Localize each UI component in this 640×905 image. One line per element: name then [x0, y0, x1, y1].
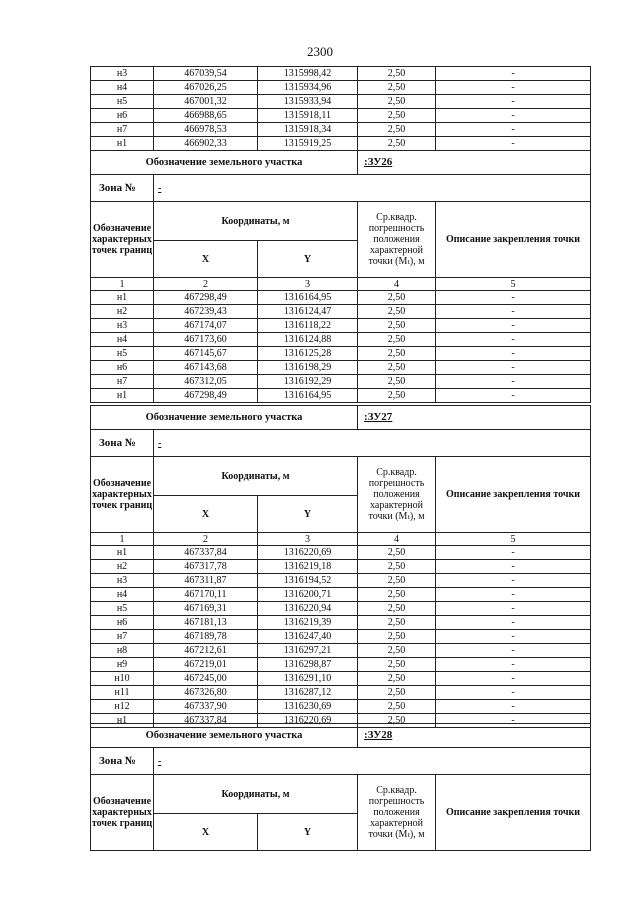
x-coord-cell: 466902,33	[154, 137, 258, 151]
header-coordinates: Координаты, м	[154, 457, 358, 496]
header-y: Y	[258, 241, 358, 278]
point-id-cell: н3	[91, 67, 154, 81]
y-coord-cell: 1315998,42	[258, 67, 358, 81]
y-coord-cell: 1316230,69	[258, 700, 358, 714]
accuracy-cell: 2,50	[358, 389, 436, 403]
description-cell: -	[436, 81, 591, 95]
x-coord-cell: 467312,05	[154, 375, 258, 389]
accuracy-cell: 2,50	[358, 361, 436, 375]
header-description: Описание закрепления точки	[436, 457, 591, 533]
coordinates-table-2	[90, 405, 591, 728]
point-id-cell: н6	[91, 109, 154, 123]
x-coord-cell: 467181,13	[154, 616, 258, 630]
point-id-cell: н1	[91, 389, 154, 403]
header-row	[91, 775, 591, 814]
description-cell: -	[436, 361, 591, 375]
x-coord-cell: 467170,11	[154, 588, 258, 602]
header-description: Описание закрепления точки	[436, 202, 591, 278]
column-number: 4	[358, 278, 436, 291]
table-row	[91, 305, 591, 319]
y-coord-cell: 1316219,18	[258, 560, 358, 574]
description-cell: -	[436, 686, 591, 700]
header-coordinates: Координаты, м	[154, 775, 358, 814]
x-coord-cell: 467337,84	[154, 714, 258, 728]
point-id-cell: н5	[91, 602, 154, 616]
description-cell: -	[436, 123, 591, 137]
header-description: Описание закрепления точки	[436, 775, 591, 851]
point-id-cell: н12	[91, 700, 154, 714]
zone-value: -	[154, 430, 591, 457]
point-id-cell: н1	[91, 546, 154, 560]
column-number: 1	[91, 533, 154, 546]
x-coord-cell: 467039,54	[154, 67, 258, 81]
description-cell: -	[436, 700, 591, 714]
accuracy-cell: 2,50	[358, 644, 436, 658]
description-cell: -	[436, 574, 591, 588]
header-coordinates: Координаты, м	[154, 202, 358, 241]
table-row	[91, 602, 591, 616]
table-row	[91, 644, 591, 658]
accuracy-cell: 2,50	[358, 123, 436, 137]
table-row	[91, 137, 591, 151]
y-coord-cell: 1316198,29	[258, 361, 358, 375]
accuracy-cell: 2,50	[358, 616, 436, 630]
header-x: X	[154, 496, 258, 533]
point-id-cell: н5	[91, 347, 154, 361]
point-id-cell: н1	[91, 714, 154, 728]
table-row	[91, 333, 591, 347]
accuracy-cell: 2,50	[358, 672, 436, 686]
header-y: Y	[258, 814, 358, 851]
x-coord-cell: 467173,60	[154, 333, 258, 347]
description-cell: -	[436, 602, 591, 616]
column-number: 3	[258, 533, 358, 546]
accuracy-cell: 2,50	[358, 291, 436, 305]
x-coord-cell: 467326,80	[154, 686, 258, 700]
point-id-cell: н6	[91, 361, 154, 375]
table-row	[91, 588, 591, 602]
point-id-cell: н2	[91, 305, 154, 319]
accuracy-cell: 2,50	[358, 560, 436, 574]
y-coord-cell: 1315934,96	[258, 81, 358, 95]
y-coord-cell: 1316200,71	[258, 588, 358, 602]
y-coord-cell: 1316124,88	[258, 333, 358, 347]
zone-row	[91, 430, 591, 457]
point-id-cell: н4	[91, 81, 154, 95]
zone-label: Зона №	[91, 430, 154, 457]
description-cell: -	[436, 291, 591, 305]
zone-row	[91, 175, 591, 202]
description-cell: -	[436, 95, 591, 109]
x-coord-cell: 467026,25	[154, 81, 258, 95]
point-id-cell: н10	[91, 672, 154, 686]
accuracy-cell: 2,50	[358, 347, 436, 361]
description-cell: -	[436, 67, 591, 81]
x-coord-cell: 467311,87	[154, 574, 258, 588]
x-coord-cell: 467317,78	[154, 560, 258, 574]
x-coord-cell: 467298,49	[154, 389, 258, 403]
parcel-code: :ЗУ27	[358, 406, 591, 430]
zone-value: -	[154, 175, 591, 202]
page-number: 2300	[307, 44, 333, 59]
accuracy-cell: 2,50	[358, 81, 436, 95]
accuracy-cell: 2,50	[358, 319, 436, 333]
header-point-designation: Обозначение характерных точек границ	[91, 775, 154, 851]
zone-label: Зона №	[91, 175, 154, 202]
table-row	[91, 658, 591, 672]
parcel-label: Обозначение земельного участка	[91, 724, 358, 748]
table-row	[91, 686, 591, 700]
description-cell: -	[436, 109, 591, 123]
y-coord-cell: 1315918,11	[258, 109, 358, 123]
accuracy-cell: 2,50	[358, 714, 436, 728]
parcel-code: :ЗУ28	[358, 724, 591, 748]
table-row	[91, 630, 591, 644]
description-cell: -	[436, 658, 591, 672]
y-coord-cell: 1316220,69	[258, 714, 358, 728]
y-coord-cell: 1316124,47	[258, 305, 358, 319]
coordinates-table-3	[90, 723, 591, 851]
point-id-cell: н1	[91, 291, 154, 305]
accuracy-cell: 2,50	[358, 658, 436, 672]
description-cell: -	[436, 546, 591, 560]
table-row	[91, 81, 591, 95]
parcel-label: Обозначение земельного участка	[91, 151, 358, 175]
table-row	[91, 291, 591, 305]
point-id-cell: н3	[91, 574, 154, 588]
x-coord-cell: 467239,43	[154, 305, 258, 319]
y-coord-cell: 1316192,29	[258, 375, 358, 389]
description-cell: -	[436, 644, 591, 658]
column-number: 2	[154, 278, 258, 291]
accuracy-cell: 2,50	[358, 602, 436, 616]
y-coord-cell: 1316219,39	[258, 616, 358, 630]
x-coord-cell: 467169,31	[154, 602, 258, 616]
y-coord-cell: 1316287,12	[258, 686, 358, 700]
y-coord-cell: 1316291,10	[258, 672, 358, 686]
point-id-cell: н5	[91, 95, 154, 109]
table-row	[91, 389, 591, 403]
description-cell: -	[436, 389, 591, 403]
y-coord-cell: 1316220,69	[258, 546, 358, 560]
x-coord-cell: 467337,84	[154, 546, 258, 560]
accuracy-cell: 2,50	[358, 305, 436, 319]
header-accuracy: Ср.квадр. погрешность положения характерной точки (Mₜ), м	[358, 775, 436, 851]
header-accuracy: Ср.квадр. погрешность положения характерной точки (Mₜ), м	[358, 457, 436, 533]
description-cell: -	[436, 630, 591, 644]
x-coord-cell: 467245,00	[154, 672, 258, 686]
table-row	[91, 361, 591, 375]
column-number: 4	[358, 533, 436, 546]
point-id-cell: н3	[91, 319, 154, 333]
header-row	[91, 457, 591, 496]
point-id-cell: н8	[91, 644, 154, 658]
description-cell: -	[436, 714, 591, 728]
y-coord-cell: 1316125,28	[258, 347, 358, 361]
y-coord-cell: 1315919,25	[258, 137, 358, 151]
point-id-cell: н1	[91, 137, 154, 151]
table-row	[91, 347, 591, 361]
table-row	[91, 95, 591, 109]
parcel-label: Обозначение земельного участка	[91, 406, 358, 430]
description-cell: -	[436, 333, 591, 347]
y-coord-cell: 1316247,40	[258, 630, 358, 644]
point-id-cell: н7	[91, 630, 154, 644]
x-coord-cell: 467219,01	[154, 658, 258, 672]
point-id-cell: н6	[91, 616, 154, 630]
description-cell: -	[436, 305, 591, 319]
table-row	[91, 67, 591, 81]
table-row	[91, 319, 591, 333]
accuracy-cell: 2,50	[358, 333, 436, 347]
parcel-code: :ЗУ26	[358, 151, 591, 175]
y-coord-cell: 1315918,34	[258, 123, 358, 137]
accuracy-cell: 2,50	[358, 109, 436, 123]
header-point-designation: Обозначение характерных точек границ	[91, 202, 154, 278]
accuracy-cell: 2,50	[358, 375, 436, 389]
point-id-cell: н4	[91, 333, 154, 347]
table-row	[91, 574, 591, 588]
header-point-designation: Обозначение характерных точек границ	[91, 457, 154, 533]
column-number: 3	[258, 278, 358, 291]
column-number: 5	[436, 278, 591, 291]
y-coord-cell: 1315933,94	[258, 95, 358, 109]
parcel-row	[91, 724, 591, 748]
accuracy-cell: 2,50	[358, 630, 436, 644]
column-number: 2	[154, 533, 258, 546]
description-cell: -	[436, 319, 591, 333]
description-cell: -	[436, 375, 591, 389]
x-coord-cell: 466988,65	[154, 109, 258, 123]
accuracy-cell: 2,50	[358, 574, 436, 588]
zone-label: Зона №	[91, 748, 154, 775]
x-coord-cell: 467001,32	[154, 95, 258, 109]
parcel-row	[91, 406, 591, 430]
column-number: 5	[436, 533, 591, 546]
accuracy-cell: 2,50	[358, 67, 436, 81]
x-coord-cell: 467337,90	[154, 700, 258, 714]
y-coord-cell: 1316194,52	[258, 574, 358, 588]
x-coord-cell: 467298,49	[154, 291, 258, 305]
point-id-cell: н4	[91, 588, 154, 602]
parcel-row	[91, 151, 591, 175]
header-row	[91, 202, 591, 241]
accuracy-cell: 2,50	[358, 700, 436, 714]
description-cell: -	[436, 560, 591, 574]
zone-row	[91, 748, 591, 775]
zone-value: -	[154, 748, 591, 775]
point-id-cell: н7	[91, 123, 154, 137]
description-cell: -	[436, 347, 591, 361]
column-numbers-row	[91, 533, 591, 546]
description-cell: -	[436, 137, 591, 151]
table-row	[91, 616, 591, 630]
y-coord-cell: 1316164,95	[258, 291, 358, 305]
description-cell: -	[436, 616, 591, 630]
point-id-cell: н9	[91, 658, 154, 672]
y-coord-cell: 1316164,95	[258, 389, 358, 403]
table-row	[91, 546, 591, 560]
y-coord-cell: 1316118,22	[258, 319, 358, 333]
table-row	[91, 700, 591, 714]
accuracy-cell: 2,50	[358, 137, 436, 151]
x-coord-cell: 467174,07	[154, 319, 258, 333]
accuracy-cell: 2,50	[358, 546, 436, 560]
description-cell: -	[436, 588, 591, 602]
column-numbers-row	[91, 278, 591, 291]
accuracy-cell: 2,50	[358, 95, 436, 109]
x-coord-cell: 467143,68	[154, 361, 258, 375]
description-cell: -	[436, 672, 591, 686]
point-id-cell: н7	[91, 375, 154, 389]
x-coord-cell: 466978,53	[154, 123, 258, 137]
x-coord-cell: 467145,67	[154, 347, 258, 361]
point-id-cell: н2	[91, 560, 154, 574]
y-coord-cell: 1316298,87	[258, 658, 358, 672]
table-row	[91, 375, 591, 389]
accuracy-cell: 2,50	[358, 686, 436, 700]
y-coord-cell: 1316297,21	[258, 644, 358, 658]
table-row	[91, 672, 591, 686]
column-number: 1	[91, 278, 154, 291]
header-accuracy: Ср.квадр. погрешность положения характерной точки (Mₜ), м	[358, 202, 436, 278]
table-row	[91, 123, 591, 137]
x-coord-cell: 467189,78	[154, 630, 258, 644]
x-coord-cell: 467212,61	[154, 644, 258, 658]
y-coord-cell: 1316220,94	[258, 602, 358, 616]
accuracy-cell: 2,50	[358, 588, 436, 602]
table-row	[91, 109, 591, 123]
coordinates-table-1	[90, 66, 591, 403]
table-row	[91, 560, 591, 574]
point-id-cell: н11	[91, 686, 154, 700]
header-x: X	[154, 241, 258, 278]
header-y: Y	[258, 496, 358, 533]
header-x: X	[154, 814, 258, 851]
